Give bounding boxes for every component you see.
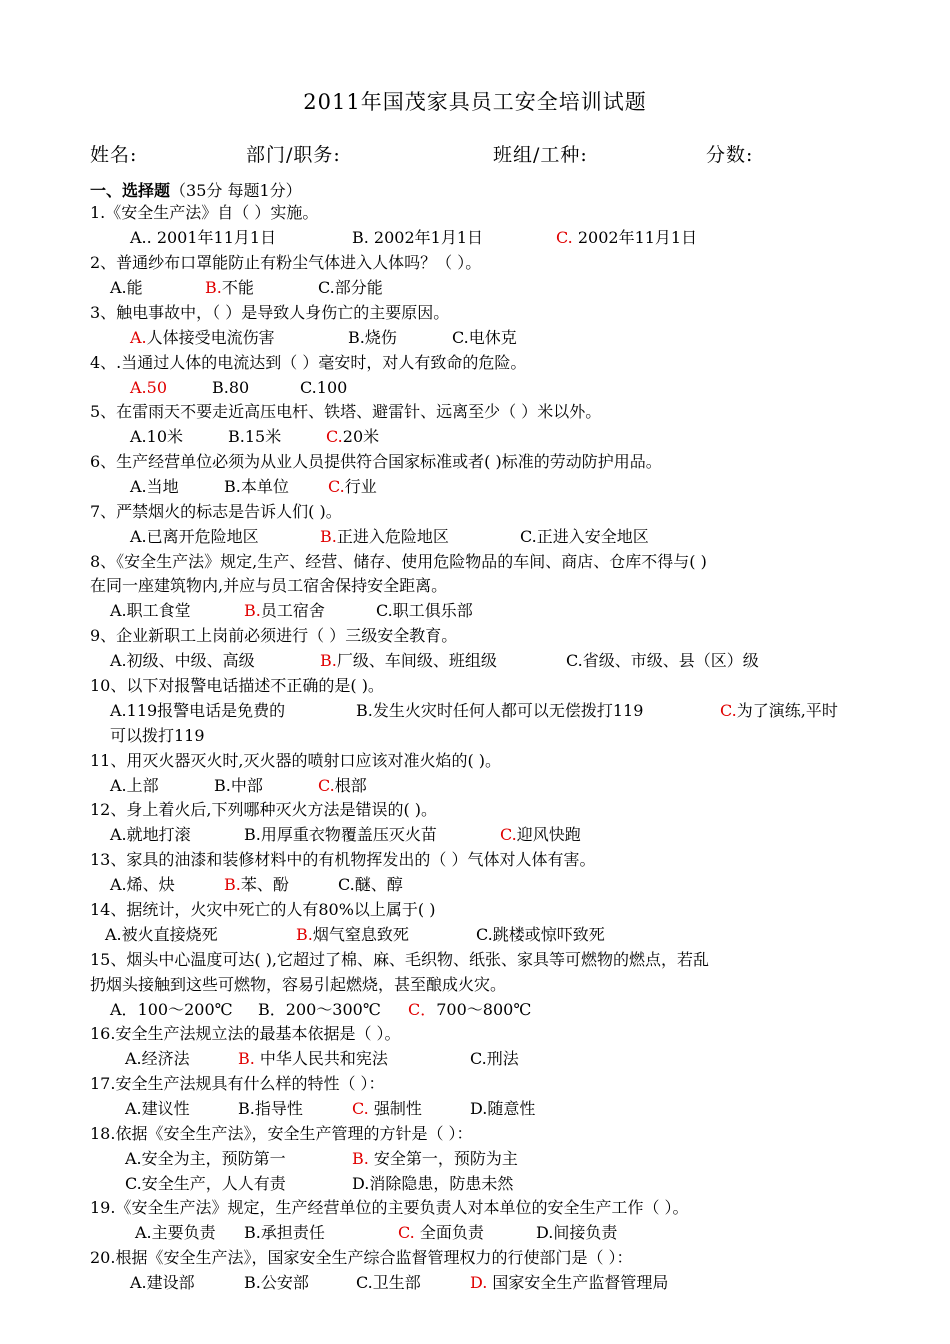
option-letter: B. xyxy=(348,328,365,347)
option-text: . 2001年11月1日 xyxy=(146,228,277,247)
option-text: 100 xyxy=(316,378,348,397)
answer-option xyxy=(536,1223,617,1243)
option-letter: B. xyxy=(320,651,337,670)
option-letter: B. xyxy=(238,1099,255,1118)
option-text: 苯、酚 xyxy=(240,875,289,894)
option-letter: B. xyxy=(296,925,313,944)
question-text: 8、《安全生产法》规定,生产、经营、储存、使用危险物品的车间、商店、仓库不得与( ) xyxy=(90,552,707,571)
option-text: 初级、中级、高级 xyxy=(126,651,255,670)
option-letter: C. xyxy=(352,1099,369,1118)
option-letter: D. xyxy=(470,1099,488,1118)
answer-option xyxy=(244,601,325,621)
answer-option xyxy=(110,1000,233,1020)
option-text: 80 xyxy=(228,378,250,397)
answer-option xyxy=(110,875,175,895)
option-letter: B. xyxy=(320,527,337,546)
answer-option xyxy=(125,1174,286,1194)
option-letter: C. xyxy=(398,1223,415,1242)
answer-option xyxy=(356,1273,421,1293)
answer-option xyxy=(720,701,838,721)
option-letter: C. xyxy=(300,378,317,397)
option-text: 烟气窒息致死 xyxy=(312,925,409,944)
option-letter: B. xyxy=(205,278,222,297)
option-text: 上部 xyxy=(126,776,159,795)
answer-option xyxy=(338,875,403,895)
option-continuation: 可以拨打119 xyxy=(110,726,205,745)
option-text: 公安部 xyxy=(260,1273,309,1292)
answer-option xyxy=(470,1049,519,1069)
answer-option xyxy=(125,1149,286,1169)
option-letter: A. xyxy=(135,1223,152,1242)
question-text: 1.《安全生产法》自（ ）实施。 xyxy=(90,203,319,222)
option-letter: C. xyxy=(452,328,469,347)
option-text: 省级、市级、县（区）级 xyxy=(582,651,759,670)
answer-option xyxy=(110,278,143,298)
answer-option xyxy=(238,1049,388,1069)
question-text: 20.根据《安全生产法》，国家安全生产综合监督管理权力的行使部门是（ ）： xyxy=(90,1248,633,1267)
team-field-label: 班组/工种: xyxy=(493,144,588,166)
question-text: 7、严禁烟火的标志是告诉人们( )。 xyxy=(90,502,342,521)
section-heading-title: 一、选择题 xyxy=(90,181,171,200)
option-text: 间接负责 xyxy=(553,1223,618,1242)
option-letter: C. xyxy=(476,925,493,944)
option-text: 100～200℃ xyxy=(137,1000,233,1019)
answer-option xyxy=(244,1273,309,1293)
answer-option xyxy=(224,875,289,895)
option-text: 15米 xyxy=(244,427,282,446)
option-text: 正进入安全地区 xyxy=(536,527,649,546)
question-text: 4、.当通过人体的电流达到（ ）毫安时，对人有致命的危险。 xyxy=(90,353,527,372)
option-text: 发生火灾时任何人都可以无偿拨打119 xyxy=(372,701,644,720)
option-text: 10米 xyxy=(146,427,184,446)
option-letter: A. xyxy=(125,1099,142,1118)
option-letter: C. xyxy=(356,1273,373,1292)
option-letter: A. xyxy=(110,875,127,894)
answer-option xyxy=(556,228,697,248)
option-text: 2002年11月1日 xyxy=(572,228,698,247)
question-text: 2、普通纱布口罩能防止有粉尘气体进入人体吗？（ ）。 xyxy=(90,253,482,272)
option-text: 当地 xyxy=(146,477,179,496)
option-text: 醚、醇 xyxy=(354,875,403,894)
option-text: 本单位 xyxy=(240,477,289,496)
option-letter: A. xyxy=(130,378,147,397)
option-letter: C. xyxy=(318,278,335,297)
answer-option xyxy=(566,651,759,671)
answer-option xyxy=(520,527,649,547)
option-letter: C. xyxy=(720,701,737,720)
option-letter: A. xyxy=(110,651,127,670)
option-letter: B. xyxy=(352,1149,369,1168)
answer-option xyxy=(356,701,643,721)
option-text: 就地打滚 xyxy=(126,825,191,844)
answer-option xyxy=(244,1223,325,1243)
question-text: 13、家具的油漆和装修材料中的有机物挥发出的（ ）气体对人体有害。 xyxy=(90,850,596,869)
option-text: 建设部 xyxy=(146,1273,195,1292)
option-text: 能 xyxy=(126,278,143,297)
answer-option xyxy=(398,1223,484,1243)
option-letter: C. xyxy=(338,875,355,894)
option-letter: A. xyxy=(125,1149,142,1168)
option-text: 人体接受电流伤害 xyxy=(146,328,275,347)
answer-option xyxy=(352,1099,422,1119)
score-field-label: 分数: xyxy=(706,144,754,166)
option-text: 中华人民共和宪法 xyxy=(254,1049,388,1068)
option-letter: A. xyxy=(110,278,127,297)
option-text: 700～800℃ xyxy=(436,1000,532,1019)
option-text: 承担责任 xyxy=(260,1223,325,1242)
option-letter: D. xyxy=(470,1273,488,1292)
question-text: 9、企业新职工上岗前必须进行（ ）三级安全教育。 xyxy=(90,626,458,645)
option-letter: C. xyxy=(328,477,345,496)
option-letter: A. xyxy=(125,1049,142,1068)
option-letter: C. xyxy=(318,776,335,795)
option-text: 2002年1月1日 xyxy=(368,228,484,247)
option-letter: A. xyxy=(130,328,147,347)
answer-option xyxy=(352,1174,513,1194)
option-letter: A. xyxy=(110,776,127,795)
question-text: 18.依据《安全生产法》，安全生产管理的方针是（ ）： xyxy=(90,1124,473,1143)
answer-option xyxy=(212,378,249,398)
section-heading xyxy=(90,178,302,201)
answer-option xyxy=(352,228,483,248)
option-text: 消除隐患，防患未然 xyxy=(369,1174,514,1193)
answer-option xyxy=(130,527,259,547)
option-letter: A. xyxy=(130,427,147,446)
option-text: 119报警电话是免费的 xyxy=(126,701,286,720)
option-letter: B. xyxy=(244,601,261,620)
option-text: 安全第一，预防为主 xyxy=(368,1149,518,1168)
option-text: 安全为主，预防第一 xyxy=(141,1149,286,1168)
option-letter: C. xyxy=(326,427,343,446)
option-text: 50 xyxy=(146,378,167,397)
answer-option xyxy=(452,328,517,348)
page-title: 2011年国茂家具员工安全培训试题 xyxy=(303,90,647,114)
name-field-label: 姓名: xyxy=(90,144,138,166)
option-letter: C. xyxy=(125,1174,142,1193)
option-text: 烯、炔 xyxy=(126,875,175,894)
option-letter: B. xyxy=(228,427,245,446)
option-text: 卫生部 xyxy=(372,1273,421,1292)
option-letter: D. xyxy=(536,1223,554,1242)
option-letter: A. xyxy=(130,228,147,247)
answer-option xyxy=(258,1000,381,1020)
option-letter: C. xyxy=(500,825,517,844)
answer-option xyxy=(300,378,347,398)
question-text: 5、在雷雨天不要走近高压电杆、铁塔、避雷针、远离至少（ ）米以外。 xyxy=(90,402,602,421)
question-text: 17.安全生产法规具有什么样的特性（ ）： xyxy=(90,1074,385,1093)
option-text: 厂级、车间级、班组级 xyxy=(336,651,497,670)
answer-option xyxy=(105,925,218,945)
option-letter: C. xyxy=(376,601,393,620)
answer-option xyxy=(214,776,263,796)
option-text: 部分能 xyxy=(334,278,383,297)
answer-option xyxy=(352,1149,518,1169)
option-text: 指导性 xyxy=(254,1099,303,1118)
answer-option xyxy=(348,328,397,348)
question-text: 10、以下对报警电话描述不正确的是( )。 xyxy=(90,676,384,695)
option-letter: A. xyxy=(110,825,127,844)
option-letter: C. xyxy=(566,651,583,670)
option-letter: A. xyxy=(105,925,122,944)
option-letter: C． xyxy=(408,1000,437,1019)
answer-option xyxy=(376,601,473,621)
answer-option xyxy=(130,378,167,398)
option-text: 职工俱乐部 xyxy=(392,601,473,620)
answer-option xyxy=(328,477,377,497)
option-letter: B. xyxy=(238,1049,255,1068)
answer-option xyxy=(130,228,276,248)
option-letter: B. xyxy=(212,378,229,397)
option-text: 用厚重衣物覆盖压灭火苗 xyxy=(260,825,437,844)
answer-option xyxy=(296,925,409,945)
option-text: 迎风快跑 xyxy=(516,825,581,844)
option-letter: B. xyxy=(356,701,373,720)
answer-option xyxy=(320,527,449,547)
section-heading-note: （35分 每题1分） xyxy=(170,181,302,200)
option-text: 根部 xyxy=(334,776,367,795)
option-text: 国家安全生产监督管理局 xyxy=(487,1273,669,1292)
option-letter: A. xyxy=(130,527,147,546)
option-text: 经济法 xyxy=(141,1049,190,1068)
answer-option xyxy=(470,1099,535,1119)
option-letter: A. xyxy=(110,601,127,620)
option-text: 建议性 xyxy=(141,1099,190,1118)
option-text: 200～300℃ xyxy=(285,1000,381,1019)
question-text: 在同一座建筑物内,并应与员工宿舍保持安全距离。 xyxy=(90,576,448,595)
answer-option xyxy=(130,477,179,497)
answer-option xyxy=(130,427,183,447)
answer-option xyxy=(244,825,437,845)
question-text: 16.安全生产法规立法的最基本依据是（ ）。 xyxy=(90,1024,401,1043)
option-text: 烧伤 xyxy=(364,328,397,347)
option-letter: B. xyxy=(224,477,241,496)
question-text: 19.《安全生产法》规定，生产经营单位的主要负责人对本单位的安全生产工作（ ）。 xyxy=(90,1198,689,1217)
option-letter: C. xyxy=(520,527,537,546)
answer-option xyxy=(125,1099,190,1119)
option-text: 行业 xyxy=(344,477,377,496)
answer-option xyxy=(326,427,379,447)
option-letter: A． xyxy=(110,1000,138,1019)
answer-option xyxy=(125,1049,190,1069)
answer-option xyxy=(318,776,367,796)
option-text: 为了演练,平时 xyxy=(736,701,838,720)
option-text: 被火直接烧死 xyxy=(121,925,218,944)
question-text: 扔烟头接触到这些可燃物，容易引起燃烧，甚至酿成火灾。 xyxy=(90,975,507,994)
option-letter: A. xyxy=(130,1273,147,1292)
answer-option xyxy=(408,1000,531,1020)
option-text: 20米 xyxy=(342,427,380,446)
option-letter: B. xyxy=(244,1223,261,1242)
answer-option xyxy=(320,651,497,671)
answer-option xyxy=(228,427,281,447)
answer-option xyxy=(238,1099,303,1119)
question-text: 12、身上着火后,下列哪种灭火方法是错误的( )。 xyxy=(90,800,438,819)
option-text: 跳楼或惊吓致死 xyxy=(492,925,605,944)
option-letter: C. xyxy=(556,228,573,247)
option-letter: B. xyxy=(214,776,231,795)
answer-option xyxy=(135,1223,216,1243)
option-text: 中部 xyxy=(230,776,263,795)
option-letter: C. xyxy=(470,1049,487,1068)
answer-option xyxy=(110,701,285,721)
option-text: 不能 xyxy=(221,278,254,297)
option-text: 员工宿舍 xyxy=(260,601,325,620)
option-letter: D. xyxy=(352,1174,370,1193)
answer-option xyxy=(470,1273,668,1293)
department-field-label: 部门/职务: xyxy=(246,144,341,166)
question-text: 6、生产经营单位必须为从业人员提供符合国家标准或者( )标准的劳动防护用品。 xyxy=(90,452,662,471)
option-text: 随意性 xyxy=(487,1099,536,1118)
answer-option xyxy=(110,601,191,621)
option-letter: B． xyxy=(258,1000,286,1019)
option-text: 主要负责 xyxy=(151,1223,216,1242)
option-text: 电休克 xyxy=(468,328,517,347)
option-text: 全面负责 xyxy=(414,1223,484,1242)
option-text: 已离开危险地区 xyxy=(146,527,259,546)
option-letter: A. xyxy=(110,701,127,720)
option-text: 强制性 xyxy=(368,1099,422,1118)
question-text: 15、烟头中心温度可达( ),它超过了棉、麻、毛织物、纸张、家具等可燃物的燃点，若乱 xyxy=(90,950,710,969)
option-text: 安全生产，人人有责 xyxy=(141,1174,286,1193)
answer-option xyxy=(110,651,255,671)
answer-option xyxy=(110,825,191,845)
answer-option xyxy=(110,776,159,796)
answer-option xyxy=(500,825,581,845)
option-letter: B. xyxy=(244,825,261,844)
option-text: 正进入危险地区 xyxy=(336,527,449,546)
question-text: 3、触电事故中，（ ）是导致人身伤亡的主要原因。 xyxy=(90,303,450,322)
answer-option xyxy=(130,1273,195,1293)
option-letter: B. xyxy=(224,875,241,894)
option-text: 职工食堂 xyxy=(126,601,191,620)
option-letter: B. xyxy=(244,1273,261,1292)
question-text: 11、用灭火器灭火时,灭火器的喷射口应该对准火焰的( )。 xyxy=(90,751,502,770)
answer-option xyxy=(476,925,605,945)
option-letter: B. xyxy=(352,228,369,247)
option-letter: A. xyxy=(130,477,147,496)
answer-option xyxy=(318,278,383,298)
answer-option xyxy=(205,278,254,298)
answer-option xyxy=(130,328,275,348)
option-text: 刑法 xyxy=(486,1049,519,1068)
answer-option xyxy=(224,477,289,497)
question-text: 14、据统计，火灾中死亡的人有80%以上属于( ) xyxy=(90,900,436,919)
